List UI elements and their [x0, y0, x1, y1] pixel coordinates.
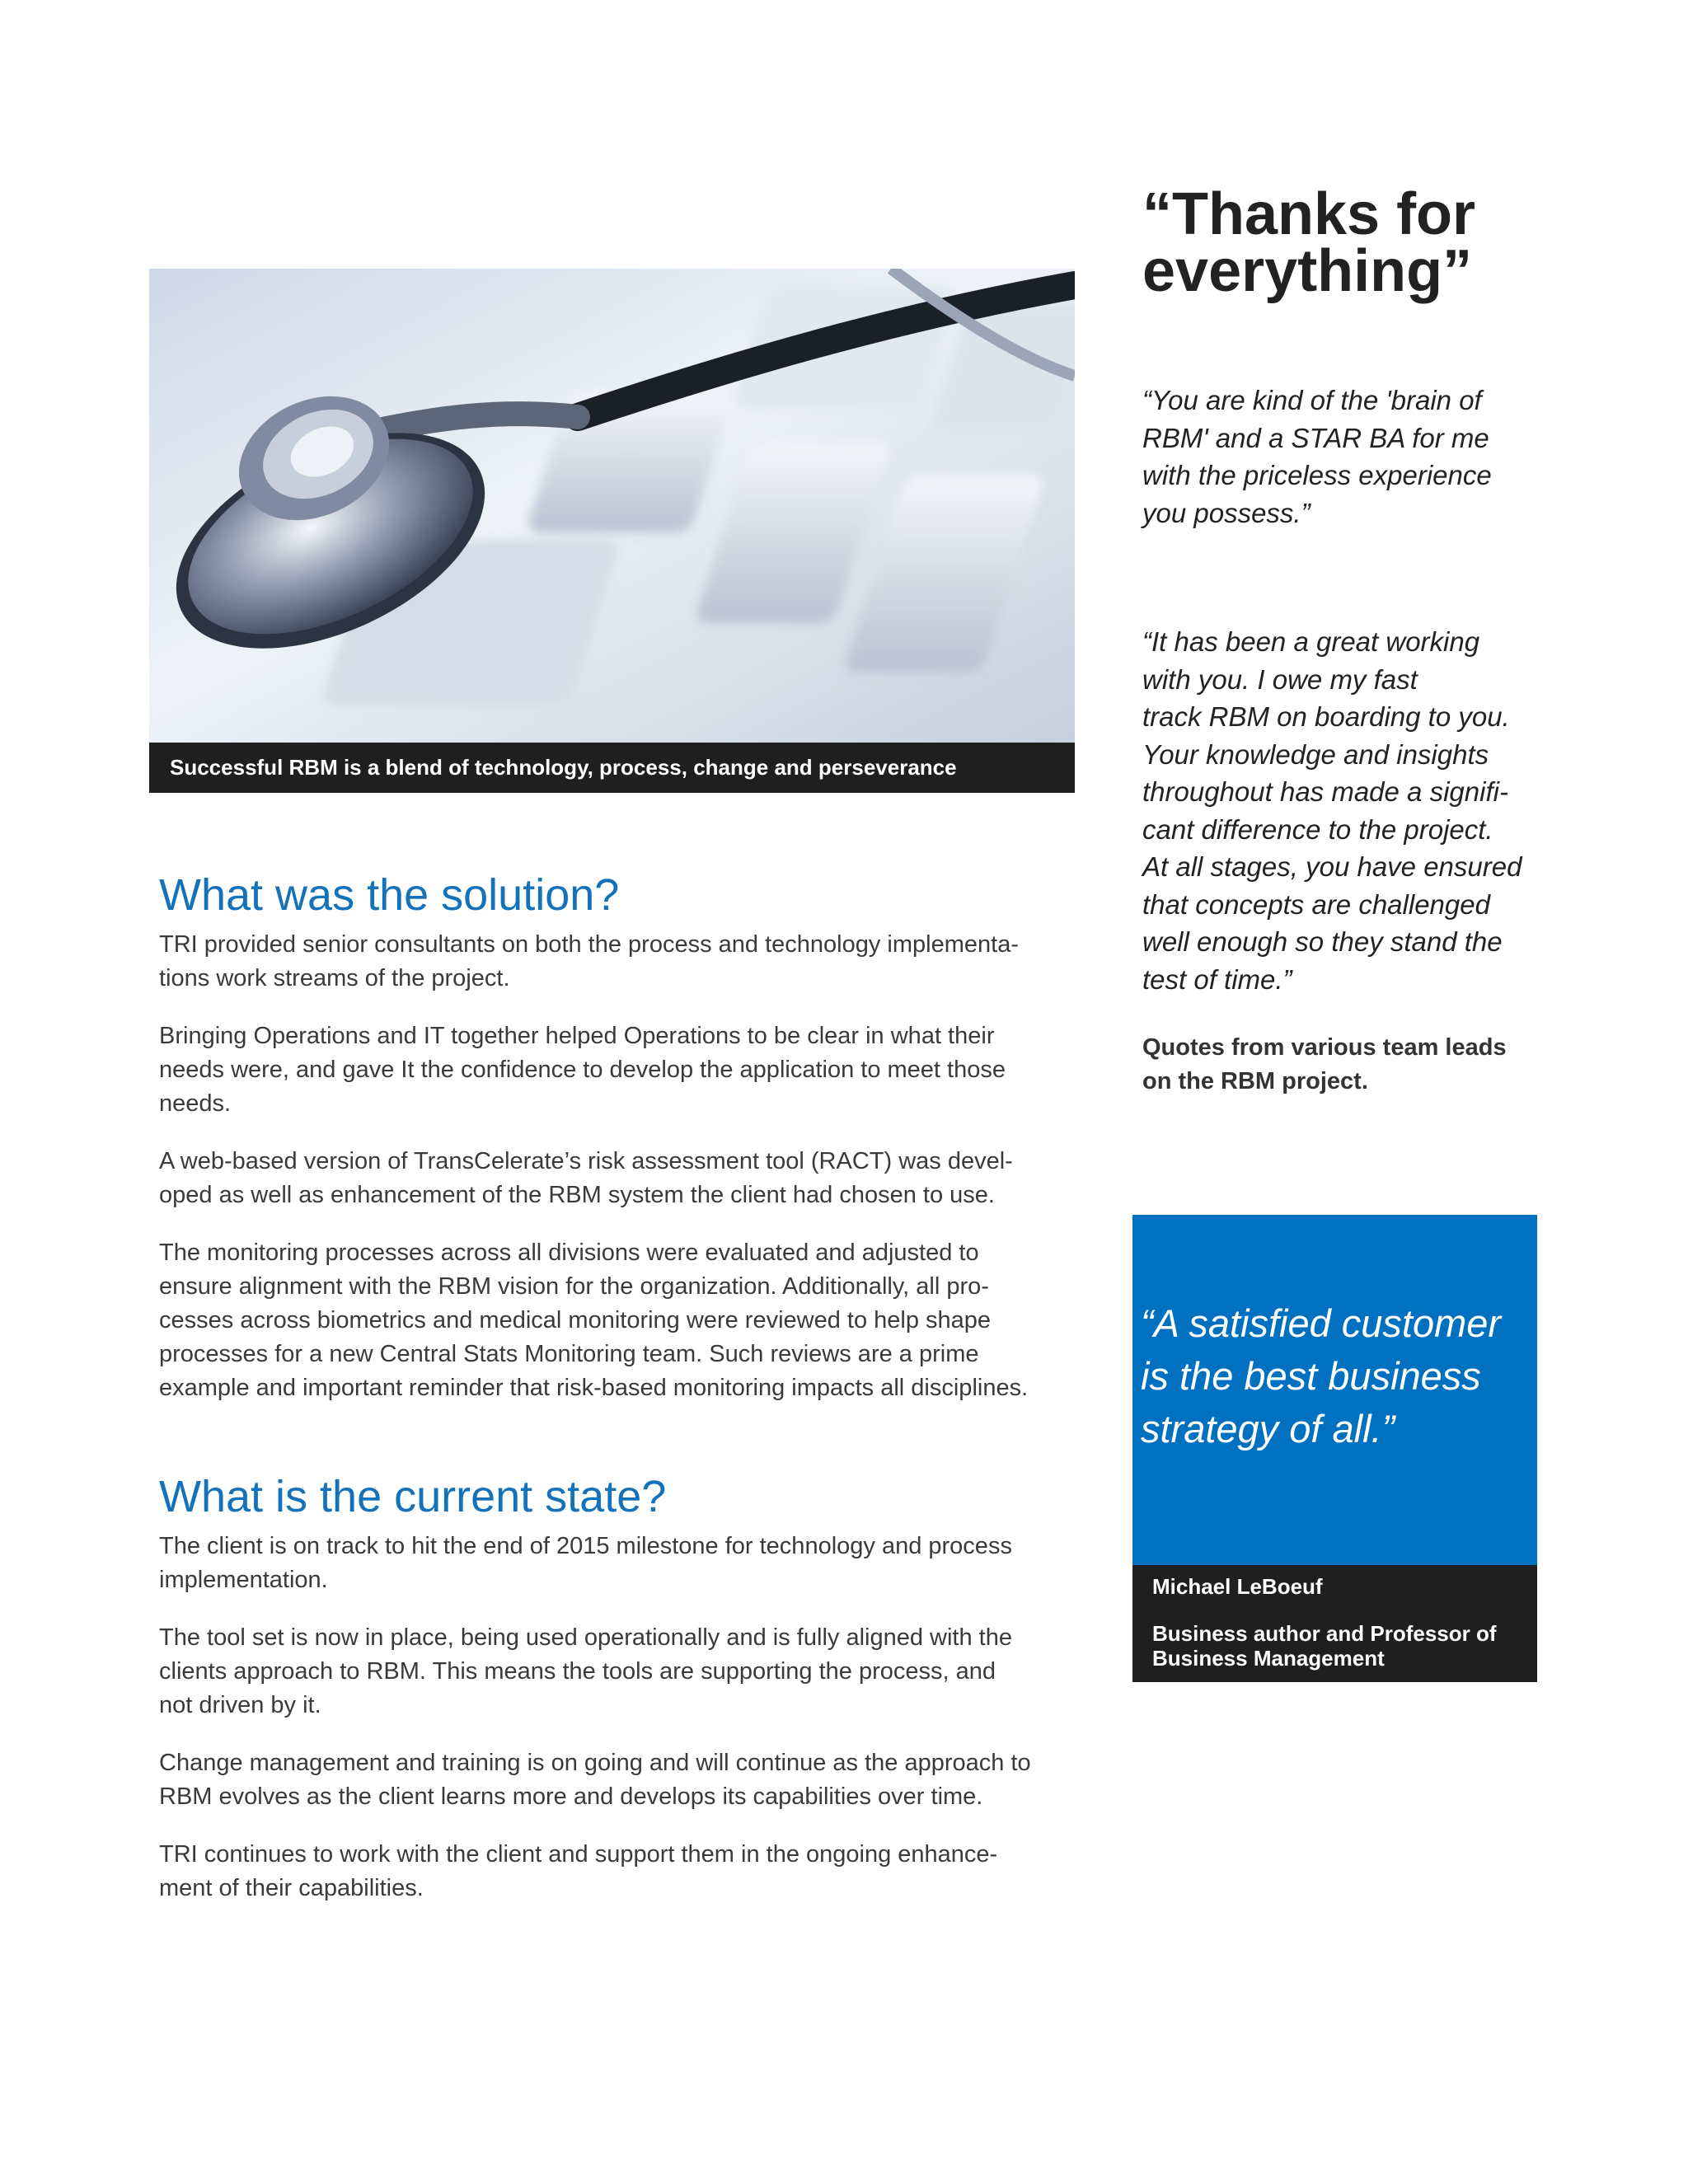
- stethoscope-keyboard-image: [149, 269, 1075, 743]
- current-state-paragraph-4: TRI continues to work with the client and support them in the ongoing enhance- ment of their capabilities.: [159, 1841, 998, 1901]
- current-state-paragraph-1: The client is on track to hit the end of 2015 milestone for technology and process implementation.: [159, 1533, 1012, 1593]
- quotes-attribution: Quotes from various team leads on the RBM project.: [1142, 1034, 1507, 1094]
- solution-paragraph-2: Bringing Operations and IT together helped Operations to be clear in what their needs were, and gave It the confidence to develop the application to meet those needs.: [159, 1023, 1006, 1117]
- testimonial-quote-1: “You are kind of the 'brain of RBM' and a STAR BA for me with the priceless experience you possess.”: [1142, 385, 1492, 528]
- solution-paragraph-3: A web-based version of TransCelerate’s risk assessment tool (RACT) was devel- oped as well as enhancement of the RBM system the client had chosen to use.: [159, 1148, 1013, 1208]
- current-state-heading: What is the current state?: [159, 1472, 667, 1521]
- callout-quote: “A satisfied customer is the best business strategy of all.”: [1141, 1301, 1502, 1451]
- current-state-paragraph-3: Change management and training is on going and will continue as the approach to RBM evolves as the client learns more and develops its capabilities over time.: [159, 1750, 1031, 1810]
- callout-quote-box: [1132, 1215, 1537, 1565]
- current-state-section: [159, 1470, 1082, 1929]
- callout-author-box: [1132, 1565, 1537, 1682]
- solution-heading: What was the solution?: [159, 870, 620, 920]
- testimonial-quote-2: “It has been a great working with you. I owe my fast track RBM on boarding to you. Your knowledge and insights throughout has made a signifi- cant difference to the project. At all stages, you have ensured that concepts are challenged well enough so they stand the test of time.”: [1142, 626, 1522, 995]
- callout-author-role: Business author and Professor of Business Management: [1152, 1621, 1497, 1671]
- sidebar-title: “Thanks for everything”: [1142, 181, 1476, 304]
- image-caption: Successful RBM is a blend of technology, process, change and perseverance: [149, 743, 1075, 793]
- solution-paragraph-1: TRI provided senior consultants on both the process and technology implementa- tions work streams of the project.: [159, 931, 1019, 991]
- solution-paragraph-4: The monitoring processes across all divisions were evaluated and adjusted to ensure alignment with the RBM vision for the organization. Additionally, all pro- cesses across biometrics and medical monitoring were reviewed to help shape processes for a new Central Stats Monitoring team. Such reviews are a prime example and important reminder that risk-based monitoring impacts all disciplines.: [159, 1240, 1029, 1401]
- callout-author: Michael LeBoeuf: [1152, 1574, 1323, 1599]
- solution-section: [159, 869, 1082, 1429]
- current-state-paragraph-2: The tool set is now in place, being used operationally and is fully aligned with the clients approach to RBM. This means the tools are supporting the process, and not driven by it.: [159, 1624, 1012, 1718]
